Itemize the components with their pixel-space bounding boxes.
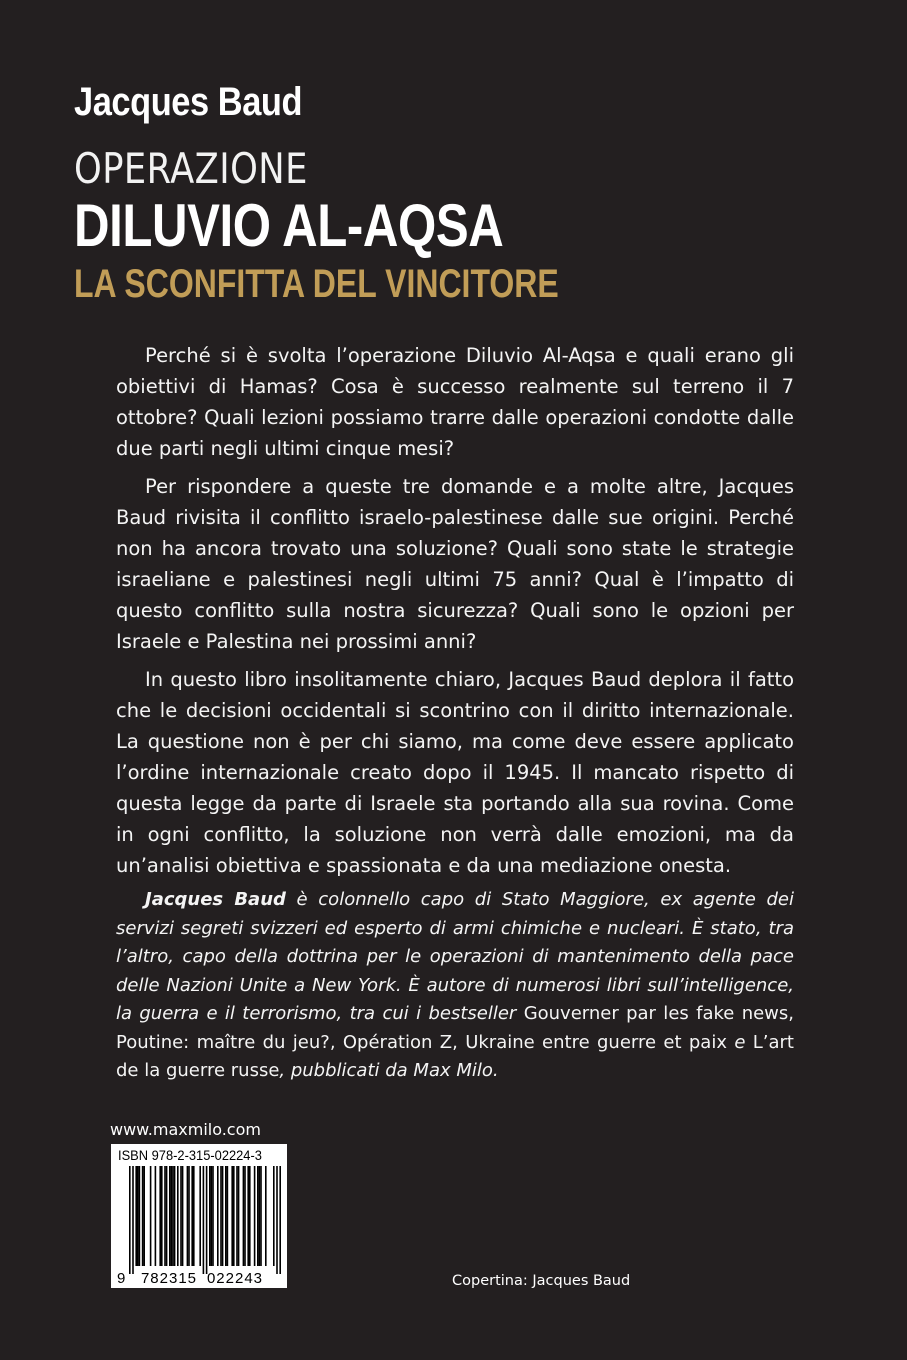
barcode-bar <box>161 1166 163 1266</box>
author-name: Jacques Baud <box>74 80 303 124</box>
ean-left-digits: 782315 <box>140 1270 198 1287</box>
title-line-2: DILUVIO AL-AQSA <box>74 192 504 259</box>
barcode-bar <box>238 1166 240 1266</box>
barcode-bar <box>279 1166 281 1274</box>
isbn-label: ISBN 978-2-315-02224-3 <box>118 1147 262 1163</box>
barcode-bar <box>164 1166 166 1266</box>
author-bio <box>116 886 794 1086</box>
barcode-bar <box>143 1166 145 1266</box>
barcode-bar <box>174 1166 176 1266</box>
bio-book-title-last: L’art de la guerre russe <box>116 1031 794 1081</box>
barcode-bar <box>171 1166 173 1266</box>
isbn-barcode <box>111 1144 287 1288</box>
bio-book-titles: Gouverner par les fake news, Poutine: maître du jeu?, Opération Z, Ukraine entre guerre et paix <box>116 1003 794 1053</box>
barcode-bar <box>273 1166 275 1266</box>
barcode-bar <box>191 1166 193 1266</box>
barcode-bar <box>249 1166 251 1266</box>
barcode-bar <box>217 1166 219 1266</box>
barcode-graphic <box>111 1144 287 1288</box>
cover-credit: Copertina: Jacques Baud <box>452 1273 631 1289</box>
bio-text-3: , pubblicati da Max Milo. <box>279 1060 499 1081</box>
book-subtitle: LA SCONFITTA DEL VINCITORE <box>74 262 559 306</box>
barcode-bar <box>155 1166 157 1266</box>
blurb <box>116 340 794 888</box>
barcode-bar <box>247 1166 249 1266</box>
barcode-bar <box>209 1166 211 1266</box>
barcode-bar <box>222 1166 224 1266</box>
barcode-bar <box>225 1166 227 1266</box>
barcode-bar <box>211 1166 213 1266</box>
barcode-bar <box>159 1166 161 1266</box>
publisher-url: www.maxmilo.com <box>110 1120 261 1139</box>
barcode-bar <box>203 1166 205 1274</box>
barcode-bar <box>259 1166 261 1266</box>
blurb-paragraph-3: In questo libro insolitamente chiaro, Jacques Baud deplora il fatto che le decisioni occidentali si scontrino con il diritto internazionale. La questione non è per chi siamo, ma come deve essere applicato l’ordine internazionale creato dopo il 1945. Il mancato rispetto di questa legge da parte di Israele sta portando alla sua rovina. Come in ogni conflitto, la soluzione non verrà dalle emozioni, ma da un’analisi obiettiva e spassionata e da una mediazione onesta. <box>116 668 794 877</box>
ean-right-digits: 022243 <box>206 1270 264 1287</box>
barcode-bar <box>257 1166 259 1266</box>
barcode-bar <box>260 1166 262 1266</box>
barcode-bar <box>276 1166 278 1274</box>
barcode-bar <box>254 1166 256 1266</box>
barcode-bar <box>150 1166 152 1266</box>
barcode-bar <box>236 1166 238 1266</box>
ean-first-digit: 9 <box>117 1270 126 1287</box>
bio-text-1: è colonnello capo di Stato Maggiore, ex agente dei servizi segreti svizzeri ed esperto di armi chimiche e nucleari. È stato, tra l’altro, capo della dottrina per le operazioni di mantenimento della pace delle Nazioni Unite a New York. È autore di numerosi libri sull’intelligence, la guerra e il terrorismo, tra cui i bestseller <box>116 889 794 1024</box>
barcode-bar <box>193 1166 195 1266</box>
barcode-bar <box>180 1166 182 1266</box>
barcode-bar <box>135 1166 137 1266</box>
barcode-bar <box>177 1166 179 1266</box>
barcode-bar <box>212 1166 214 1266</box>
bio-text-2: e <box>727 1031 753 1053</box>
bio-author-name: Jacques Baud <box>145 889 286 910</box>
barcode-bar <box>139 1166 141 1266</box>
barcode-bar <box>220 1166 222 1266</box>
barcode-bar <box>129 1166 131 1274</box>
barcode-bar <box>199 1166 201 1266</box>
blurb-paragraph-2: Per rispondere a queste tre domande e a molte altre, Jacques Baud rivisita il conflitto israelo-palestinese dalle sue origini. Perché non ha ancora trovato una soluzione? Quali sono state le strategie israeliane e palestinesi negli ultimi 75 anni? Qual è l’impatto di questo conflitto sulla nostra sicurezza? Quali sono le opzioni per Israele e Palestina nei prossimi anni? <box>116 475 794 653</box>
barcode-bar <box>142 1166 144 1266</box>
blurb-paragraph-1: Perché si è svolta l’operazione Diluvio Al-Aqsa e quali erano gli obiettivi di Hamas? Cosa è successo realmente sul terreno il 7 ottobre? Quali lezioni possiamo trarre dalle operazioni condotte dalle due parti negli ultimi cinque mesi? <box>116 344 794 460</box>
barcode-bar <box>187 1166 189 1266</box>
title-line-1: OPERAZIONE <box>74 144 308 193</box>
barcode-bar <box>166 1166 168 1266</box>
barcode-bar <box>188 1166 190 1266</box>
barcode-bar <box>169 1166 171 1266</box>
barcode-bar <box>233 1166 235 1266</box>
barcode-bar <box>172 1166 174 1266</box>
barcode-bar <box>244 1166 246 1266</box>
barcode-bar <box>265 1166 267 1266</box>
barcode-bar <box>231 1166 233 1266</box>
barcode-bar <box>243 1166 245 1266</box>
author-bio-paragraph <box>116 886 794 1086</box>
barcode-bar <box>182 1166 184 1266</box>
barcode-bar <box>137 1166 139 1266</box>
barcode-bar <box>206 1166 208 1274</box>
barcode-bar <box>227 1166 229 1266</box>
barcode-bar <box>132 1166 134 1274</box>
